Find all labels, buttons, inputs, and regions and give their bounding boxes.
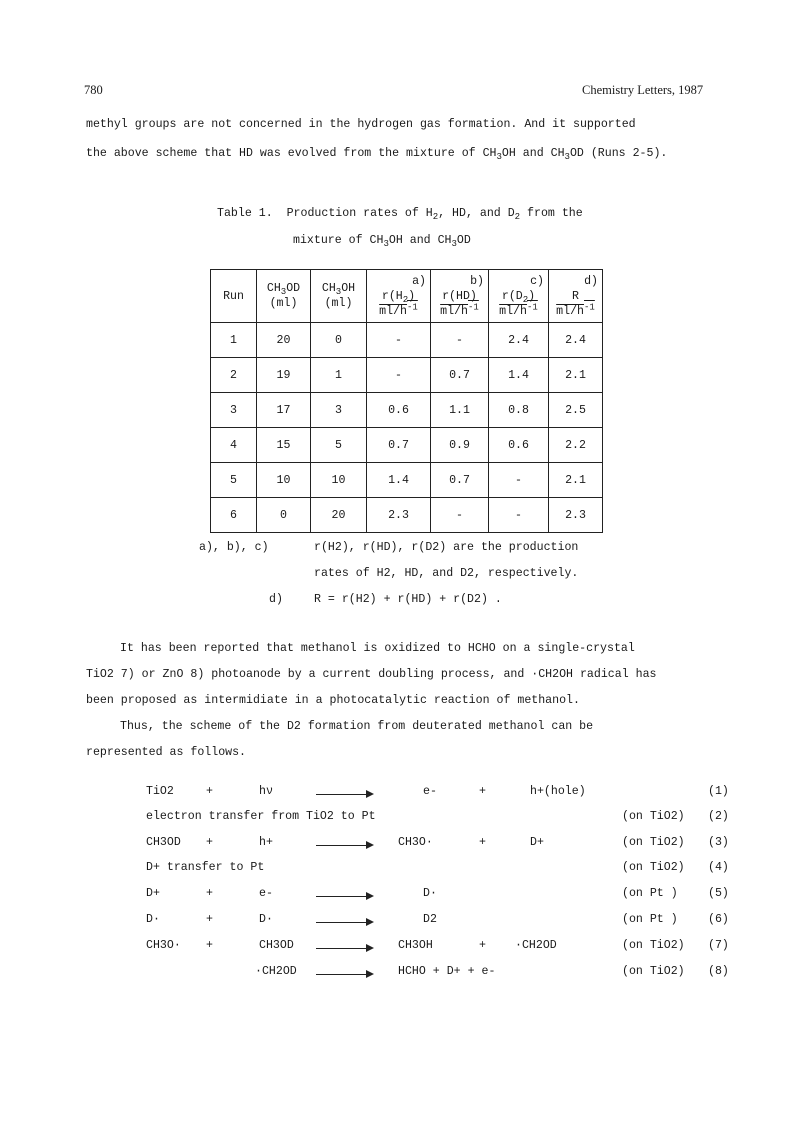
reaction-arrow bbox=[316, 845, 372, 846]
reaction-7-reactant-a: CH3O· bbox=[146, 939, 181, 952]
reaction-5-number: (5) bbox=[708, 887, 729, 900]
reaction-8-products: HCHO + D+ + e- bbox=[398, 965, 496, 978]
table-row: 2 19 1 - 0.7 1.4 2.1 bbox=[211, 358, 603, 393]
reaction-6-number: (6) bbox=[708, 913, 729, 926]
plus-sign: + bbox=[479, 939, 486, 952]
plus-sign: + bbox=[206, 939, 213, 952]
reaction-8-number: (8) bbox=[708, 965, 729, 978]
journal-title: Chemistry Letters, 1987 bbox=[582, 83, 704, 97]
reaction-5-reactant-b: e- bbox=[259, 887, 273, 900]
reaction-2-site: (on TiO2) bbox=[622, 810, 685, 823]
plus-sign: + bbox=[206, 836, 213, 849]
reaction-8-reactant-a: ·CH2OD bbox=[255, 965, 297, 978]
paragraph-1-line-3: been proposed as intermidiate in a photocatalytic reaction of methanol. bbox=[86, 694, 580, 707]
reaction-3-product-c: CH3O· bbox=[398, 836, 433, 849]
reaction-1-product-c: e- bbox=[423, 785, 437, 798]
reaction-3-number: (3) bbox=[708, 836, 729, 849]
reaction-arrow bbox=[316, 922, 372, 923]
paragraph-2-line-1: Thus, the scheme of the D2 formation from deuterated methanol can be bbox=[120, 720, 594, 733]
reaction-7-site: (on TiO2) bbox=[622, 939, 685, 952]
header-rate-d2: c) $r(D_2)$ $ml/h^{-1}$ bbox=[489, 270, 549, 323]
footnote-d-label: d) bbox=[269, 593, 283, 606]
reaction-7-reactant-b: CH3OD bbox=[259, 939, 294, 952]
intro-line-2: the above scheme that HD was evolved from the mixture of $CH_3OH$ and $CH_3OD$ (Runs 2-5). bbox=[86, 147, 668, 163]
reaction-1-reactant-a: TiO2 bbox=[146, 785, 174, 798]
plus-sign: + bbox=[479, 836, 486, 849]
reaction-2-text: electron transfer from TiO2 to Pt bbox=[146, 810, 376, 823]
reaction-6-reactant-a: D· bbox=[146, 913, 160, 926]
header-rate-h2: a) $r(H_2)$ $ml/h^{-1}$ bbox=[367, 270, 431, 323]
footnote-d-text: R = r(H2) + r(HD) + r(D2) . bbox=[314, 593, 502, 606]
table-header-row bbox=[211, 270, 603, 323]
reaction-7-number: (7) bbox=[708, 939, 729, 952]
page-number: 780 bbox=[84, 83, 103, 97]
reaction-4-number: (4) bbox=[708, 861, 729, 874]
header-ch3od: $CH_3OD$ (ml) bbox=[257, 270, 311, 323]
reaction-1-number: (1) bbox=[708, 785, 729, 798]
reaction-6-product-c: D2 bbox=[423, 913, 437, 926]
header-ch3oh: $CH_3OH$ (ml) bbox=[311, 270, 367, 323]
reaction-arrow bbox=[316, 974, 372, 975]
production-rates-table bbox=[210, 269, 603, 533]
reaction-6-site: (on Pt ) bbox=[622, 913, 678, 926]
reaction-3-reactant-b: h+ bbox=[259, 836, 273, 849]
footnote-abc-line-2: rates of H2, HD, and D2, respectively. bbox=[314, 567, 579, 580]
header-run: Run bbox=[211, 270, 257, 323]
reaction-5-product-c: D· bbox=[423, 887, 437, 900]
reaction-3-reactant-a: CH3OD bbox=[146, 836, 181, 849]
reaction-2-number: (2) bbox=[708, 810, 729, 823]
reaction-arrow bbox=[316, 794, 372, 795]
table-row: 6 0 20 2.3 - - 2.3 bbox=[211, 498, 603, 533]
reaction-3-product-d: D+ bbox=[530, 836, 544, 849]
reaction-1-product-d: h+(hole) bbox=[530, 785, 586, 798]
reaction-8-site: (on TiO2) bbox=[622, 965, 685, 978]
header-rate-hd: b) r(HD) $ml/h^{-1}$ bbox=[431, 270, 489, 323]
table-row: 4 15 5 0.7 0.9 0.6 2.2 bbox=[211, 428, 603, 463]
table-caption-line-1: Table 1. Production rates of $H_2$, HD, and $D_2$ from the bbox=[217, 207, 583, 223]
reaction-arrow bbox=[316, 948, 372, 949]
plus-sign: + bbox=[206, 785, 213, 798]
reaction-1-reactant-b: hν bbox=[259, 785, 273, 798]
intro-line-1: methyl groups are not concerned in the hydrogen gas formation. And it supported bbox=[86, 118, 636, 131]
paragraph-1-line-2: TiO2 7) or ZnO 8) photoanode by a current doubling process, and ·CH2OH radical has bbox=[86, 668, 657, 681]
reaction-5-site: (on Pt ) bbox=[622, 887, 678, 900]
table-caption-line-2: mixture of $CH_3OH$ and $CH_3OD$ bbox=[293, 234, 471, 250]
footnote-abc-line-1: r(H2), r(HD), r(D2) are the production bbox=[314, 541, 579, 554]
plus-sign: + bbox=[479, 785, 486, 798]
reaction-7-product-c: CH3OH bbox=[398, 939, 433, 952]
table-row: 3 17 3 0.6 1.1 0.8 2.5 bbox=[211, 393, 603, 428]
reaction-4-text: D+ transfer to Pt bbox=[146, 861, 265, 874]
paragraph-1-line-1: It has been reported that methanol is oxidized to HCHO on a single-crystal bbox=[120, 642, 635, 655]
header-r-total: d) R $ml/h^{-1}$ bbox=[549, 270, 603, 323]
reaction-5-reactant-a: D+ bbox=[146, 887, 160, 900]
paragraph-2-line-2: represented as follows. bbox=[86, 746, 247, 759]
reaction-6-reactant-b: D· bbox=[259, 913, 273, 926]
reaction-4-site: (on TiO2) bbox=[622, 861, 685, 874]
table-row: 1 20 0 - - 2.4 2.4 bbox=[211, 323, 603, 358]
plus-sign: + bbox=[206, 913, 213, 926]
plus-sign: + bbox=[206, 887, 213, 900]
table-row: 5 10 10 1.4 0.7 - 2.1 bbox=[211, 463, 603, 498]
reaction-7-product-d: ·CH2OD bbox=[515, 939, 557, 952]
reaction-3-site: (on TiO2) bbox=[622, 836, 685, 849]
reaction-arrow bbox=[316, 896, 372, 897]
footnote-abc-label: a), b), c) bbox=[199, 541, 269, 554]
